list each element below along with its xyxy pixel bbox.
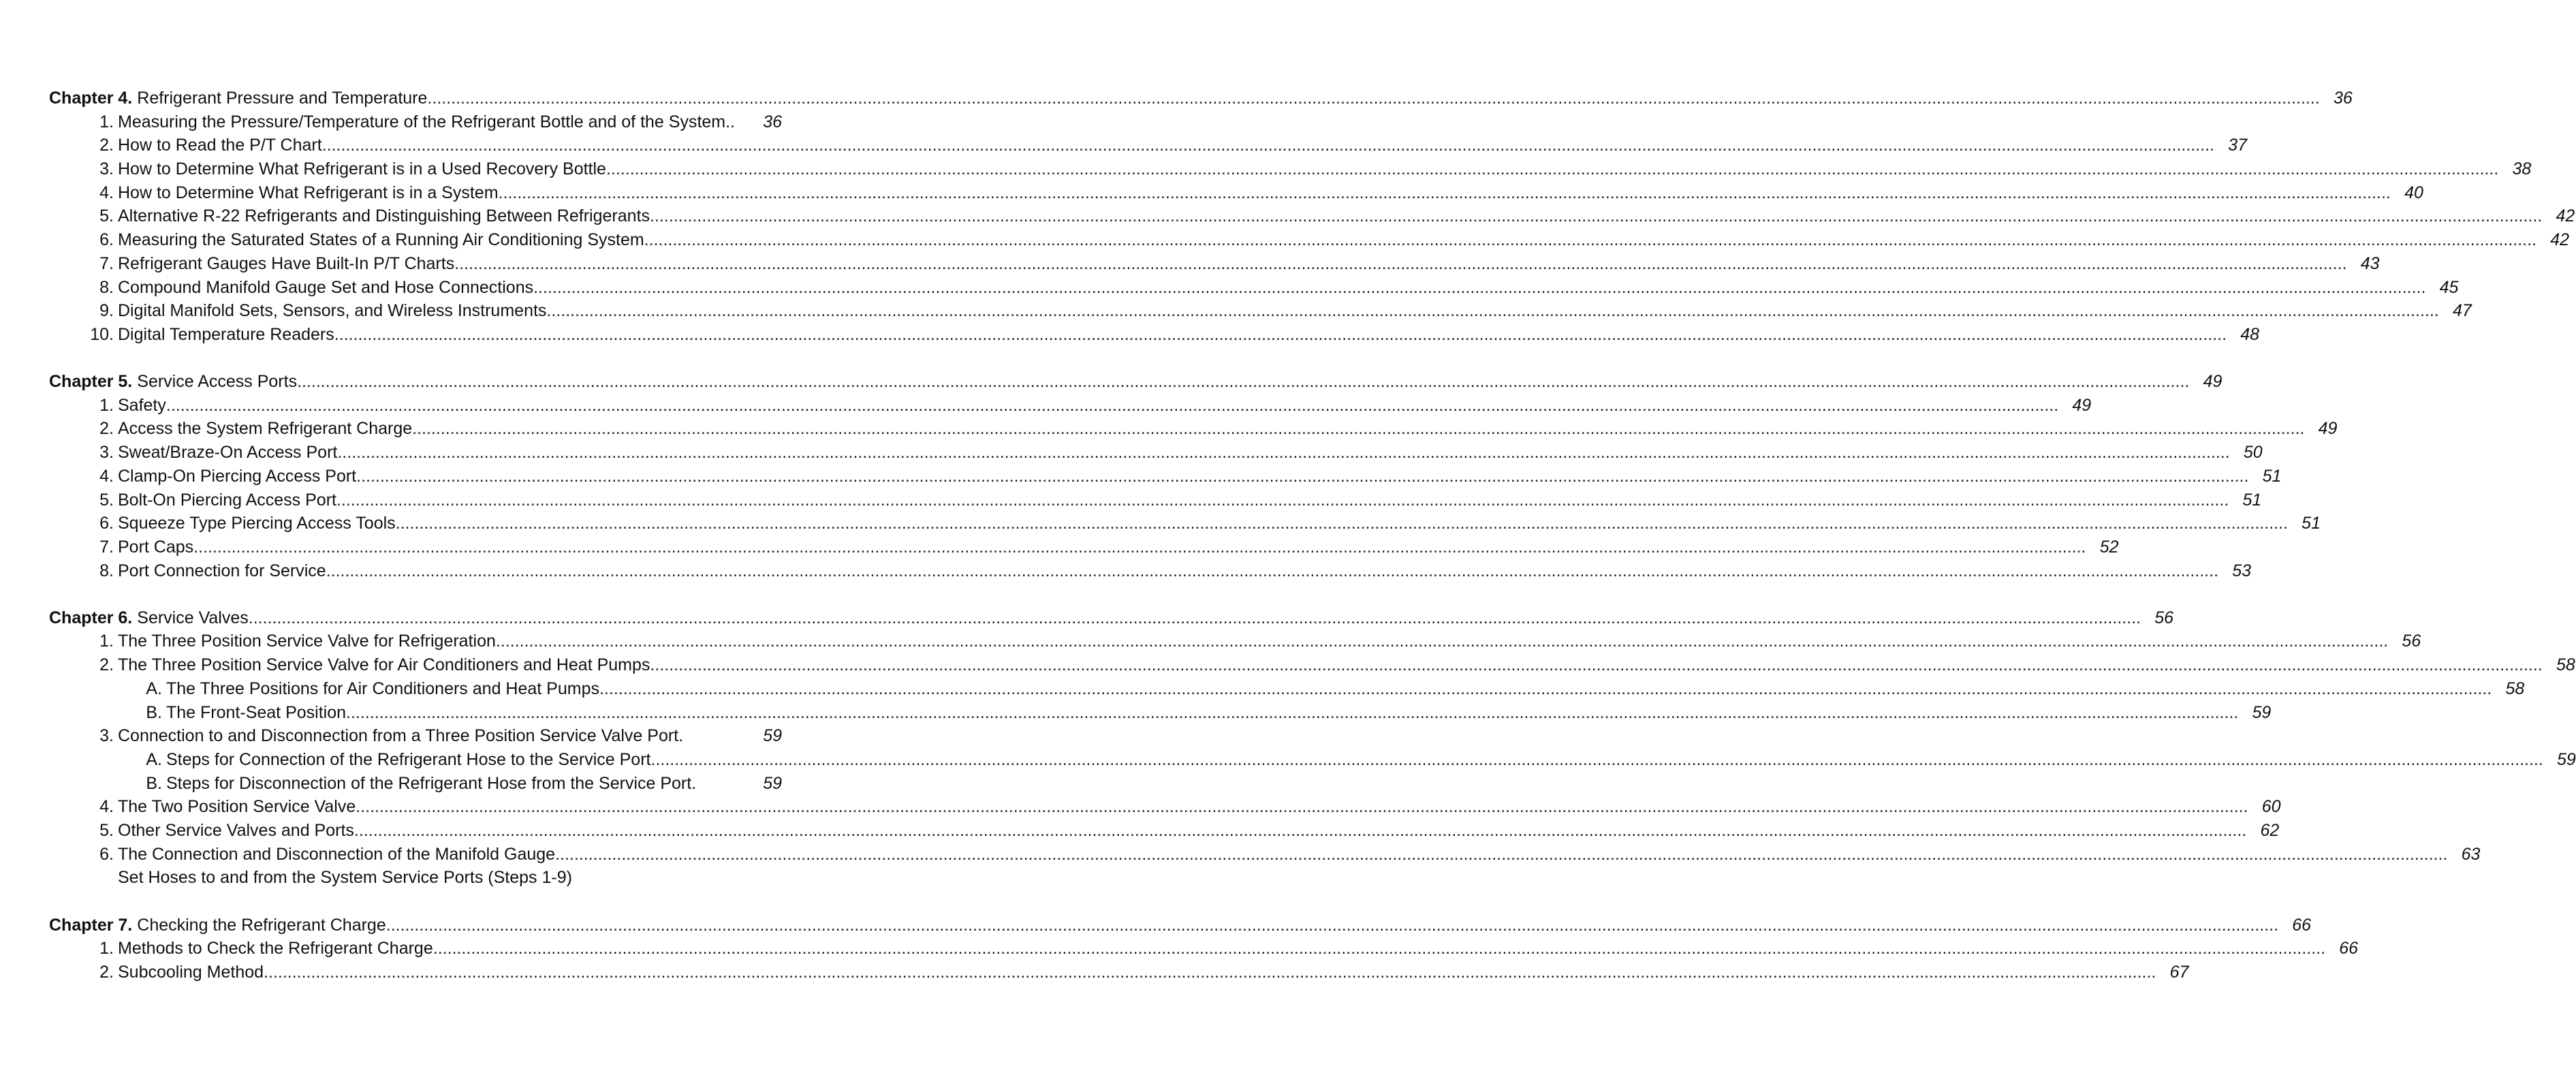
toc-chapter-entry[interactable] bbox=[49, 87, 2353, 110]
dot-leader: ................................................................................................................................................................................................................................................................................................................................................................................................................ bbox=[644, 230, 2536, 250]
dot-leader: ................................................................................................................................................................................................................................................................................................................................................................................................................ bbox=[336, 490, 2229, 510]
page-number: 43 bbox=[2360, 253, 2380, 273]
page-number: 66 bbox=[2292, 915, 2312, 935]
page-number: 51 bbox=[2302, 514, 2321, 533]
dot-leader: ................................................................................................................................................................................................................................................................................................................................................................................................................ bbox=[248, 608, 2141, 627]
toc-entry-row bbox=[49, 465, 2282, 488]
page-number: 62 bbox=[2260, 820, 2280, 840]
page-number: 50 bbox=[2243, 443, 2263, 463]
toc-entry-row bbox=[49, 937, 2359, 961]
chapter-title: Refrigerant Pressure and Temperature bbox=[137, 89, 428, 108]
page-number: 59 bbox=[763, 726, 782, 746]
dot-leader: ................................................................................................................................................................................................................................................................................................................................................................................................................ bbox=[650, 655, 2543, 675]
entry-title: Other Service Valves and Ports bbox=[118, 820, 354, 840]
toc-subsection-entry[interactable] bbox=[49, 772, 782, 796]
toc-entry-row bbox=[49, 394, 2092, 418]
entry-number: A. bbox=[146, 679, 162, 698]
page-number: 49 bbox=[2203, 372, 2222, 392]
toc-entry-row bbox=[49, 677, 2525, 701]
toc-section-entry[interactable] bbox=[49, 323, 2260, 347]
entry-title: Measuring the Pressure/Temperature of the Refrigerant Bottle and of the System.. bbox=[118, 112, 736, 131]
page-number: 42 bbox=[2556, 206, 2575, 226]
toc-entry-row bbox=[118, 866, 782, 890]
entry-number: 4. bbox=[99, 183, 114, 202]
toc-entry-row bbox=[49, 629, 2421, 653]
dot-leader: ................................................................................................................................................................................................................................................................................................................................................................................................................ bbox=[454, 253, 2347, 273]
entry-number: 2. bbox=[99, 655, 114, 675]
dot-leader: ................................................................................................................................................................................................................................................................................................................................................................................................................ bbox=[334, 324, 2227, 344]
entry-number: 3. bbox=[99, 443, 114, 463]
entry-title: Squeeze Type Piercing Access Tools bbox=[118, 514, 396, 533]
chapter-label: Chapter 7. bbox=[49, 915, 133, 935]
entry-number: 1. bbox=[99, 939, 114, 959]
toc-entry-continuation bbox=[49, 866, 782, 890]
toc-entry-row bbox=[49, 228, 2569, 252]
dot-leader: ................................................................................................................................................................................................................................................................................................................................................................................................................ bbox=[495, 632, 2389, 651]
entry-title: How to Read the P/T Chart bbox=[118, 136, 322, 155]
dot-leader: ................................................................................................................................................................................................................................................................................................................................................................................................................ bbox=[166, 395, 2059, 415]
entry-number: 7. bbox=[99, 253, 114, 273]
toc-entry-row bbox=[49, 653, 2575, 677]
page-number: 60 bbox=[2261, 797, 2281, 817]
entry-title: The Connection and Disconnection of the Manifold Gauge bbox=[118, 844, 556, 864]
toc-entry-row bbox=[49, 276, 2459, 300]
dot-leader: ................................................................................................................................................................................................................................................................................................................................................................................................................ bbox=[264, 962, 2156, 982]
toc-chapter-entry[interactable] bbox=[49, 370, 2222, 394]
entry-number: 1. bbox=[99, 112, 114, 131]
dot-leader: ................................................................................................................................................................................................................................................................................................................................................................................................................ bbox=[326, 561, 2219, 580]
toc-entry-row bbox=[49, 535, 2119, 559]
entry-title: Refrigerant Gauges Have Built-In P/T Charts bbox=[118, 253, 455, 273]
toc-entry-row bbox=[49, 606, 2174, 630]
dot-leader: ................................................................................................................................................................................................................................................................................................................................................................................................................ bbox=[433, 939, 2326, 959]
entry-title: Bolt-On Piercing Access Port bbox=[118, 490, 336, 510]
toc-entry-row bbox=[49, 181, 2423, 205]
toc-chapter-entry[interactable] bbox=[49, 914, 2312, 937]
entry-number: A. bbox=[146, 749, 162, 769]
dot-leader: ................................................................................................................................................................................................................................................................................................................................................................................................................ bbox=[650, 749, 2543, 769]
toc-subsection-entry[interactable] bbox=[49, 701, 2272, 725]
toc-entry-row bbox=[49, 417, 2338, 441]
entry-number: 9. bbox=[99, 301, 114, 321]
entry-number: 2. bbox=[99, 419, 114, 439]
chapter-label: Chapter 6. bbox=[49, 608, 133, 627]
toc-section-entry[interactable] bbox=[49, 629, 2421, 653]
entry-title: Set Hoses to and from the System Service Ports (Steps 1-9) bbox=[118, 868, 572, 888]
page-number: 38 bbox=[2512, 159, 2532, 179]
toc-section-entry[interactable] bbox=[49, 299, 2472, 323]
toc-entry-row bbox=[49, 819, 2280, 843]
page-number: 67 bbox=[2169, 962, 2189, 982]
toc-chapter-section bbox=[49, 87, 2575, 347]
entry-title: Port Caps bbox=[118, 537, 194, 557]
toc-entry-row bbox=[49, 110, 782, 134]
toc-chapter-entry[interactable] bbox=[49, 606, 2174, 630]
entry-number: 8. bbox=[99, 277, 114, 297]
toc-section-entry[interactable] bbox=[49, 535, 2119, 559]
toc-section-entry[interactable] bbox=[49, 937, 2359, 961]
entry-title: Digital Manifold Sets, Sensors, and Wireless Instruments bbox=[118, 301, 547, 321]
dot-leader: ................................................................................................................................................................................................................................................................................................................................................................................................................ bbox=[412, 419, 2305, 439]
page-number: 51 bbox=[2242, 490, 2262, 510]
entry-number: 3. bbox=[99, 159, 114, 179]
page-number: 56 bbox=[2154, 608, 2174, 627]
toc-section-entry[interactable] bbox=[49, 512, 2321, 535]
page-number: 58 bbox=[2505, 679, 2525, 698]
entry-number: B. bbox=[146, 773, 162, 793]
dot-leader: ................................................................................................................................................................................................................................................................................................................................................................................................................ bbox=[555, 844, 2448, 864]
toc-entry-row bbox=[49, 370, 2222, 394]
toc-chapter-section bbox=[49, 370, 2338, 582]
entry-number: 5. bbox=[99, 490, 114, 510]
entry-number: 8. bbox=[99, 561, 114, 580]
entry-number: 6. bbox=[99, 514, 114, 533]
entry-number: 2. bbox=[99, 962, 114, 982]
dot-leader: ................................................................................................................................................................................................................................................................................................................................................................................................................ bbox=[498, 183, 2391, 202]
dot-leader: ................................................................................................................................................................................................................................................................................................................................................................................................................ bbox=[599, 679, 2492, 698]
toc-entry-row bbox=[49, 843, 2481, 867]
entry-title: The Front-Seat Position bbox=[166, 702, 347, 722]
entry-number: 2. bbox=[99, 136, 114, 155]
entry-number: 4. bbox=[99, 466, 114, 486]
toc-section-entry[interactable] bbox=[49, 157, 2532, 181]
entry-number: 1. bbox=[99, 632, 114, 651]
dot-leader: ................................................................................................................................................................................................................................................................................................................................................................................................................ bbox=[649, 206, 2543, 226]
entry-title: The Three Positions for Air Conditioners and Heat Pumps bbox=[166, 679, 599, 698]
page-number: 36 bbox=[2333, 89, 2353, 108]
entry-title: Access the System Refrigerant Charge bbox=[118, 419, 413, 439]
entry-number: 5. bbox=[99, 820, 114, 840]
toc-entry-row bbox=[49, 299, 2472, 323]
toc-section-entry[interactable] bbox=[49, 181, 2423, 205]
entry-number: 7. bbox=[99, 537, 114, 557]
dot-leader: ................................................................................................................................................................................................................................................................................................................................................................................................................ bbox=[193, 537, 2086, 557]
entry-title: Steps for Connection of the Refrigerant Hose to the Service Port bbox=[166, 749, 651, 769]
entry-number: B. bbox=[146, 702, 162, 722]
entry-title: How to Determine What Refrigerant is in a Used Recovery Bottle bbox=[118, 159, 606, 179]
toc-entry-row bbox=[49, 701, 2272, 725]
toc-section-entry[interactable] bbox=[49, 559, 2252, 583]
page-number: 59 bbox=[763, 773, 782, 793]
toc-section-entry[interactable] bbox=[49, 417, 2338, 441]
page-number: 52 bbox=[2099, 537, 2119, 557]
entry-number: 6. bbox=[99, 844, 114, 864]
entry-title: Connection to and Disconnection from a Three Position Service Valve Port. bbox=[118, 726, 684, 746]
toc-chapter-section bbox=[49, 914, 2359, 984]
toc-section-entry[interactable] bbox=[49, 465, 2282, 488]
entry-title: Alternative R-22 Refrigerants and Distinguishing Between Refrigerants bbox=[118, 206, 650, 226]
entry-number: 4. bbox=[99, 797, 114, 817]
page-number: 47 bbox=[2452, 301, 2472, 321]
toc-section-entry[interactable] bbox=[49, 110, 782, 134]
dot-leader: ................................................................................................................................................................................................................................................................................................................................................................................................................ bbox=[533, 277, 2426, 297]
page-number: 45 bbox=[2439, 277, 2459, 297]
page-number: 49 bbox=[2318, 419, 2338, 439]
page-number: 59 bbox=[2252, 702, 2272, 722]
entry-title: Clamp-On Piercing Access Port bbox=[118, 466, 357, 486]
dot-leader: ................................................................................................................................................................................................................................................................................................................................................................................................................ bbox=[606, 159, 2499, 179]
toc-entry-row bbox=[49, 772, 782, 796]
chapter-title: Checking the Refrigerant Charge bbox=[137, 915, 386, 935]
entry-number: 10. bbox=[90, 324, 114, 344]
entry-number: 1. bbox=[99, 395, 114, 415]
toc-chapter-section bbox=[49, 606, 2576, 890]
page-number: 48 bbox=[2240, 324, 2260, 344]
toc-entry-row bbox=[49, 134, 2248, 157]
toc-section-entry[interactable] bbox=[49, 488, 2262, 512]
toc-section-entry[interactable] bbox=[49, 795, 2281, 819]
toc-entry-row bbox=[49, 323, 2260, 347]
entry-title: Subcooling Method bbox=[118, 962, 264, 982]
page-number: 56 bbox=[2402, 632, 2421, 651]
entry-title: The Three Position Service Valve for Air Conditioners and Heat Pumps bbox=[118, 655, 650, 675]
dot-leader: ................................................................................................................................................................................................................................................................................................................................................................................................................ bbox=[546, 301, 2439, 321]
toc-section-entry[interactable] bbox=[49, 724, 782, 748]
toc-entry-row bbox=[49, 204, 2575, 228]
toc-section-entry[interactable] bbox=[49, 843, 2481, 867]
entry-title: Methods to Check the Refrigerant Charge bbox=[118, 939, 433, 959]
dot-leader: ................................................................................................................................................................................................................................................................................................................................................................................................................ bbox=[346, 702, 2239, 722]
toc-entry-row bbox=[49, 961, 2189, 984]
dot-leader: ................................................................................................................................................................................................................................................................................................................................................................................................................ bbox=[427, 89, 2320, 108]
page-number: 58 bbox=[2556, 655, 2575, 675]
toc-entry-row bbox=[49, 441, 2263, 465]
toc-section-entry[interactable] bbox=[49, 819, 2280, 843]
page-number: 63 bbox=[2461, 844, 2481, 864]
entry-number: 3. bbox=[99, 726, 114, 746]
toc-entry-row bbox=[49, 795, 2281, 819]
page-number: 59 bbox=[2557, 749, 2576, 769]
toc-section-entry[interactable] bbox=[49, 394, 2092, 418]
toc-entry-row bbox=[49, 724, 782, 748]
toc-entry-row bbox=[49, 748, 2576, 772]
page-number: 51 bbox=[2262, 466, 2282, 486]
table-of-contents bbox=[49, 87, 2576, 1008]
entry-title: Steps for Disconnection of the Refrigerant Hose from the Service Port. bbox=[166, 773, 697, 793]
dot-leader: ................................................................................................................................................................................................................................................................................................................................................................................................................ bbox=[321, 136, 2215, 155]
toc-entry-row bbox=[49, 488, 2262, 512]
toc-section-entry[interactable] bbox=[49, 961, 2189, 984]
toc-entry-row bbox=[49, 512, 2321, 535]
toc-entry-row bbox=[49, 559, 2252, 583]
entry-title: How to Determine What Refrigerant is in a System bbox=[118, 183, 499, 202]
toc-section-entry[interactable] bbox=[49, 653, 2575, 677]
toc-section-entry[interactable] bbox=[49, 228, 2569, 252]
toc-entry-row bbox=[49, 252, 2380, 276]
entry-title: Measuring the Saturated States of a Running Air Conditioning System bbox=[118, 230, 644, 250]
page-number: 66 bbox=[2339, 939, 2359, 959]
toc-section-entry[interactable] bbox=[49, 134, 2248, 157]
dot-leader: ................................................................................................................................................................................................................................................................................................................................................................................................................ bbox=[297, 372, 2190, 392]
chapter-title: Service Valves bbox=[137, 608, 249, 627]
toc-subsection-entry[interactable] bbox=[49, 748, 2576, 772]
toc-section-entry[interactable] bbox=[49, 276, 2459, 300]
page-number: 40 bbox=[2404, 183, 2423, 202]
toc-section-entry[interactable] bbox=[49, 252, 2380, 276]
page-number: 49 bbox=[2072, 395, 2092, 415]
chapter-title: Service Access Ports bbox=[137, 372, 298, 392]
entry-title: The Two Position Service Valve bbox=[118, 797, 356, 817]
dot-leader: ................................................................................................................................................................................................................................................................................................................................................................................................................ bbox=[395, 514, 2288, 533]
dot-leader: ................................................................................................................................................................................................................................................................................................................................................................................................................ bbox=[356, 797, 2248, 817]
toc-entry-row bbox=[49, 157, 2532, 181]
dot-leader: ................................................................................................................................................................................................................................................................................................................................................................................................................ bbox=[356, 466, 2249, 486]
entry-title: Safety bbox=[118, 395, 166, 415]
dot-leader: ................................................................................................................................................................................................................................................................................................................................................................................................................ bbox=[386, 915, 2279, 935]
toc-entry-row bbox=[49, 87, 2353, 110]
chapter-label: Chapter 4. bbox=[49, 89, 133, 108]
entry-title: Sweat/Braze-On Access Port bbox=[118, 443, 338, 463]
page-number: 36 bbox=[763, 112, 782, 131]
page-number: 42 bbox=[2550, 230, 2569, 250]
entry-title: Port Connection for Service bbox=[118, 561, 326, 580]
dot-leader: ................................................................................................................................................................................................................................................................................................................................................................................................................ bbox=[337, 443, 2230, 463]
dot-leader: ................................................................................................................................................................................................................................................................................................................................................................................................................ bbox=[354, 820, 2247, 840]
entry-number: 6. bbox=[99, 230, 114, 250]
toc-section-entry[interactable] bbox=[49, 204, 2575, 228]
page-number: 37 bbox=[2228, 136, 2248, 155]
entry-number: 5. bbox=[99, 206, 114, 226]
page-number: 53 bbox=[2232, 561, 2252, 580]
toc-subsection-entry[interactable] bbox=[49, 677, 2525, 701]
chapter-label: Chapter 5. bbox=[49, 372, 133, 392]
toc-entry-row bbox=[49, 914, 2312, 937]
entry-title: The Three Position Service Valve for Refrigeration bbox=[118, 632, 496, 651]
toc-section-entry[interactable] bbox=[49, 441, 2263, 465]
entry-title: Compound Manifold Gauge Set and Hose Connections bbox=[118, 277, 534, 297]
entry-title: Digital Temperature Readers bbox=[118, 324, 334, 344]
